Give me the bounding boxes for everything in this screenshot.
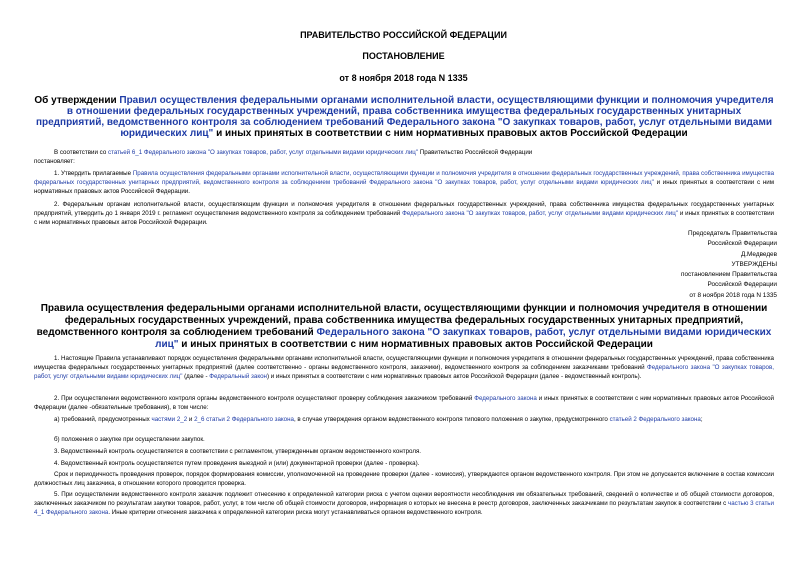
rule-2a-text: а) требований, предусмотренных (54, 416, 152, 423)
rule-2-text: 2. При осуществлении ведомственного контроля органы ведомственного контроля осуществляют проверку соблюдения заказчиком требований (54, 395, 475, 402)
document-type-heading: ПОСТАНОВЛЕНИЕ (362, 51, 445, 61)
clause-1-rules-link[interactable]: Правила осуществления федеральными органами исполнительной власти, осуществляющими функции и полномочия учредителя в отношении федеральных государственных учреждений, права собственника имущества федеральных государственных унитарных предприятий, ведомственного контроля за соблюдением требований Федерального закона "О закупках товаров, работ, услуг отдельными видами юридических лиц" (34, 170, 775, 186)
rule-2a-text-3: , в случае утверждения органом ведомственного контроля типового положения о закупке, предусмотренного (293, 416, 610, 423)
rule-2a-text-2: и (187, 416, 195, 423)
rule-5-text: 5. При осуществлении ведомственного контроля заказчик подлежит отнесению к определенной категории риска с учетом оценки вероятности несоблюдения им обязательных требований, сведений о количестве и об общей стоимости договоров, заключенных заказчиком по результатам закупки товаров, работ, услуг, в том числе об общей стоимости договоров, информация о которых не внесена в реестр договоров, заключенных заказчиками по результатам закупок в соответствии с (34, 491, 774, 507)
article-2-link[interactable]: статьей 2 Федерального закона (609, 416, 701, 423)
rule-1-paragraph (34, 354, 774, 381)
clause-2-law-link[interactable]: Федерального закона "О закупках товаров, работ, услуг отдельными видами юридических лиц" (402, 210, 678, 217)
clause-1-text: 1. Утвердить прилагаемые (54, 170, 133, 177)
approved-country: Российской Федерации (707, 281, 777, 289)
clause-1-text-2: и иных принятых в соответствии с ним нормативных правовых актов Российской Федерации. (34, 179, 774, 195)
rules-title-law-link[interactable]: Федерального закона "О закупках товаров, работ, услуг отдельными видами юридических лиц" (155, 327, 772, 350)
approved-date: от 8 ноября 2018 года N 1335 (689, 291, 777, 299)
preamble-text-2: Правительство Российской Федерации (418, 149, 533, 156)
title-rules-link[interactable]: Правил осуществления федеральными органами исполнительной власти, осуществляющими функции и полномочия учредителя в отношении федеральных государственных учреждений, права собственника имущества федеральных государственных унитарных предприятий, ведомственного контроля за соблюдением требований Федерального закона "О закупках товаров, работ, услуг отдельными видами юридических лиц" (35, 95, 774, 139)
article-6-1-link[interactable]: статьей 6_1 Федерального закона "О закупках товаров, работ, услуг отдельными видами юридических лиц" (107, 149, 419, 156)
date-number-heading: от 8 ноября 2018 года N 1335 (339, 73, 468, 83)
approved-label: УТВЕРЖДЕНЫ (731, 260, 777, 268)
preamble-text: В соответствии со (54, 149, 108, 156)
preamble-paragraph (34, 148, 774, 157)
parts-2-2-link[interactable]: частями 2_2 (151, 416, 188, 423)
part-3-article-4-1-link[interactable]: частью 3 статьи 4_1 Федерального закона (34, 500, 774, 516)
clause-2-text: 2. Федеральным органам исполнительной власти, осуществляющим функции и полномочия учредителя в отношении федеральных государственных учреждений, права собственника имущества федеральных государственных унитарных предприятий, утвердить до 1 января 2019 г. регламент осуществления ведомственного контроля за соблюдением требований (34, 201, 774, 217)
government-heading: ПРАВИТЕЛЬСТВО РОССИЙСКОЙ ФЕДЕРАЦИИ (300, 30, 507, 40)
rules-title (34, 303, 774, 351)
clause-2-paragraph (34, 200, 774, 227)
rule-2-text-2: и иных принятых в соответствии с ним нормативных правовых актов Российской Федерации (далее -обязательные требования), в том числе: (34, 395, 774, 411)
title-suffix: и иных принятых в соответствии с ним нормативных правовых актов Российской Федерации (213, 128, 688, 139)
decree-word: постановляет: (34, 158, 75, 165)
rule-2a-text-4: ; (700, 416, 703, 423)
rule-5-paragraph (34, 490, 774, 517)
rules-title-text-2: и иных принятых в соответствии с ним нормативных правовых актов Российской Федерации (178, 339, 653, 350)
title-prefix: Об утверждении (34, 95, 120, 106)
clause-2-text-2: и иных принятых в соответствии с ним нормативных правовых актов Российской Федерации. (34, 210, 775, 226)
rules-title-text: Правила осуществления федеральными органами исполнительной власти, осуществляющими функции и полномочия учредителя в отношении федеральных государственных учреждений, права собственника имущества федеральных государственных унитарных предприятий, ведомственного контроля за соблюдением требований (36, 303, 768, 338)
rule-1-text-3: ) и иных принятых в соответствии с ним нормативных правовых актов Российской Федерации (далее - ведомственный контроль). (266, 373, 642, 380)
rule-2a-paragraph (34, 415, 774, 424)
rule-3-paragraph: 3. Ведомственный контроль осуществляется в соответствии с регламентом, утвержденным органом ведомственного контроля. (54, 448, 422, 455)
rule-2-paragraph (34, 394, 774, 412)
rule-1-law-link[interactable]: Федерального закона "О закупках товаров, работ, услуг отдельными видами юридических лиц" (34, 364, 774, 380)
signature-block (577, 229, 777, 301)
part-2-6-link[interactable]: 2_6 статьи 2 Федерального закона (194, 416, 294, 423)
document-title (34, 95, 774, 139)
rule-1-text: 1. Настоящие Правила устанавливают порядок осуществления федеральными органами исполнительной власти, осуществляющими функции и полномочия учредителя в отношении федеральных государственных учреждений, права собственника имущества федеральных государственных унитарных предприятий (далее соответственно - органы ведомственного контроля, заказчики), ведомственного контроля за соблюдением заказчиками требований (34, 355, 774, 371)
rule-5-text-2: . Иные критерии отнесения заказчика к определенной категории риска могут устанавливаться органом ведомственного контроля. (108, 509, 483, 516)
signatory-name: Д.Медведев (740, 250, 777, 258)
clause-1-paragraph (34, 169, 774, 196)
signatory-country: Российской Федерации (707, 240, 777, 248)
rule-1-short-law-link[interactable]: Федеральный закон (209, 373, 267, 380)
rule-2b-paragraph: б) положения о закупке при осуществлении закупок. (54, 436, 205, 443)
signatory-role: Председатель Правительства (688, 230, 777, 237)
rule-4-paragraph: 4. Ведомственный контроль осуществляется путем проведения выездной и (или) документарной проверки (далее - проверка). (54, 460, 420, 467)
rule-1-text-2: (далее - (182, 373, 210, 380)
approved-by: постановлением Правительства (681, 271, 777, 279)
rule-2-law-link[interactable]: Федерального закона (474, 395, 537, 402)
deadlines-paragraph: Срок и периодичность проведения проверок, порядок формирования комиссии, уполномоченной на проведение проверки (далее - комиссия), утверждаются органом ведомственного контроля. При этом не допускается включение в состав комиссии должностных лиц заказчика, в отношении которого проводится проверка. (34, 471, 774, 487)
